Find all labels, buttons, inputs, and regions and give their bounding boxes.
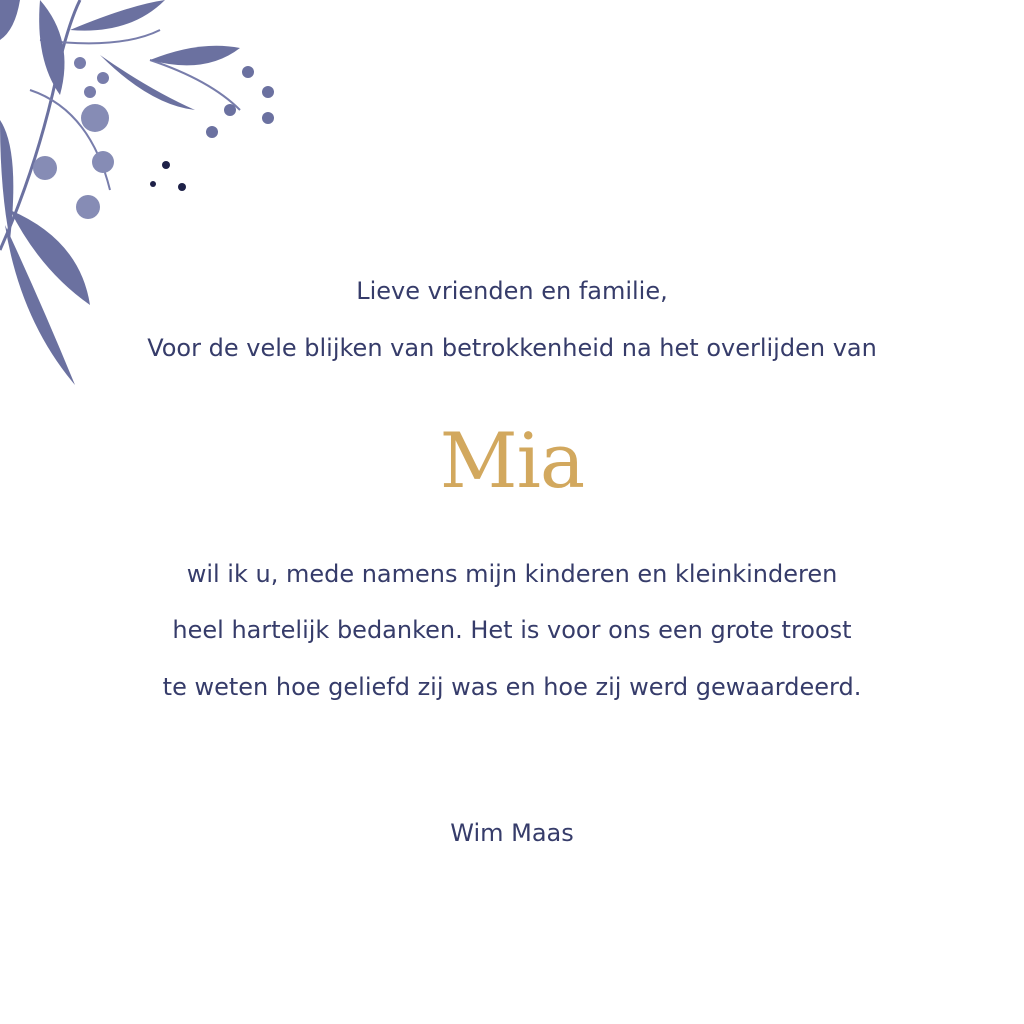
deceased-name: Mia xyxy=(439,416,585,505)
body-line-2: heel hartelijk bedanken. Het is voor ons een grote troost xyxy=(172,616,852,644)
body-line-1: wil ik u, mede namens mijn kinderen en kleinkinderen xyxy=(186,560,838,588)
intro-text: Voor de vele blijken van betrokkenheid na het overlijden van xyxy=(147,334,877,362)
body-line-3: te weten hoe geliefd zij was en hoe zij werd gewaardeerd. xyxy=(162,673,862,701)
signature: Wim Maas xyxy=(450,819,574,847)
greeting: Lieve vrienden en familie, xyxy=(356,277,668,305)
